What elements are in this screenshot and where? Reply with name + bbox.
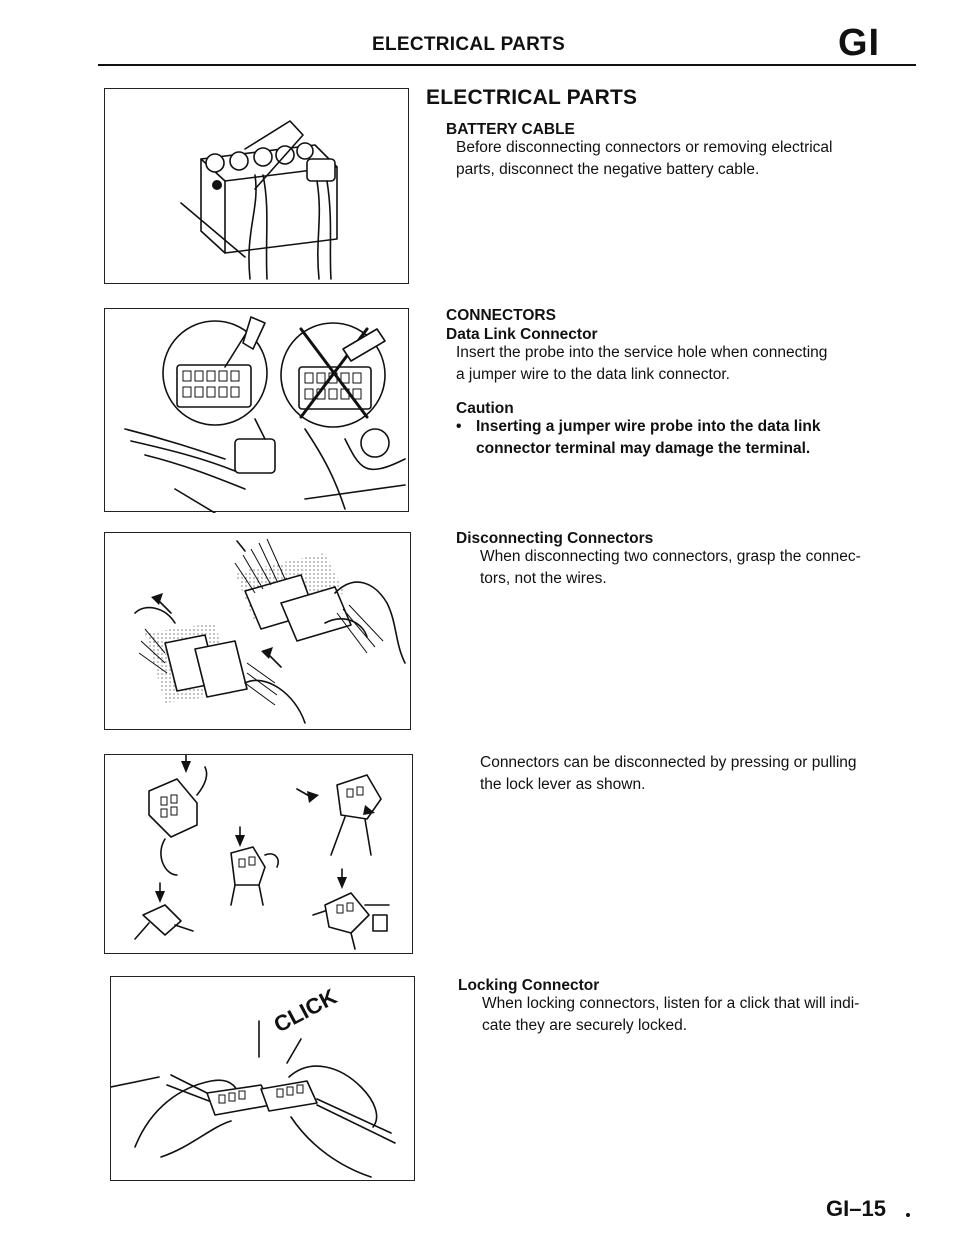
text-line: a jumper wire to the data link connector.	[456, 366, 730, 383]
figure-disconnecting-connectors	[104, 532, 411, 730]
caution-label: Caution	[456, 400, 514, 417]
text-line: the lock lever as shown.	[480, 776, 646, 793]
figure-lock-lever	[104, 754, 413, 954]
figure-locking-connector	[110, 976, 415, 1181]
section-code: GI	[838, 22, 881, 64]
battery-cable-heading: BATTERY CABLE	[446, 121, 575, 138]
caution-item	[456, 416, 896, 460]
page-number: GI–15	[826, 1196, 886, 1221]
main-heading: ELECTRICAL PARTS	[426, 86, 638, 109]
data-link-illustration	[105, 309, 410, 513]
locking-text	[482, 993, 922, 1037]
locking-illustration	[111, 977, 416, 1182]
disconnecting-illustration	[105, 533, 412, 731]
footer-dot	[906, 1213, 910, 1217]
figure-battery-cable	[104, 88, 409, 284]
text-line: tors, not the wires.	[480, 570, 607, 587]
text-line: connector terminal may damage the terminal.	[476, 440, 811, 457]
connectors-heading: CONNECTORS	[446, 307, 556, 324]
text-line: cate they are securely locked.	[482, 1017, 688, 1034]
figure-data-link-connector	[104, 308, 409, 512]
battery-illustration	[105, 89, 410, 285]
click-label: CLICK	[269, 983, 341, 1038]
locking-heading: Locking Connector	[458, 977, 600, 994]
lock-lever-illustration	[105, 755, 414, 955]
text-line: When disconnecting two connectors, grasp the connec-	[480, 548, 861, 565]
header-rule	[98, 64, 916, 66]
text-line: Before disconnecting connectors or removing electrical	[456, 139, 833, 156]
battery-cable-text	[456, 137, 896, 181]
text-line: Connectors can be disconnected by pressing or pulling	[480, 754, 857, 771]
lock-lever-text	[480, 752, 920, 796]
bullet: •	[456, 418, 462, 435]
text-line: Insert the probe into the service hole when connecting	[456, 344, 828, 361]
data-link-text	[456, 342, 896, 386]
text-line: Inserting a jumper wire probe into the data link	[476, 418, 821, 435]
disconnecting-text	[480, 546, 920, 590]
text-line: When locking connectors, listen for a click that will indi-	[482, 995, 860, 1012]
data-link-heading: Data Link Connector	[446, 326, 598, 343]
text-line: parts, disconnect the negative battery cable.	[456, 161, 760, 178]
page-header-title: ELECTRICAL PARTS	[372, 34, 566, 55]
disconnecting-heading: Disconnecting Connectors	[456, 530, 654, 547]
